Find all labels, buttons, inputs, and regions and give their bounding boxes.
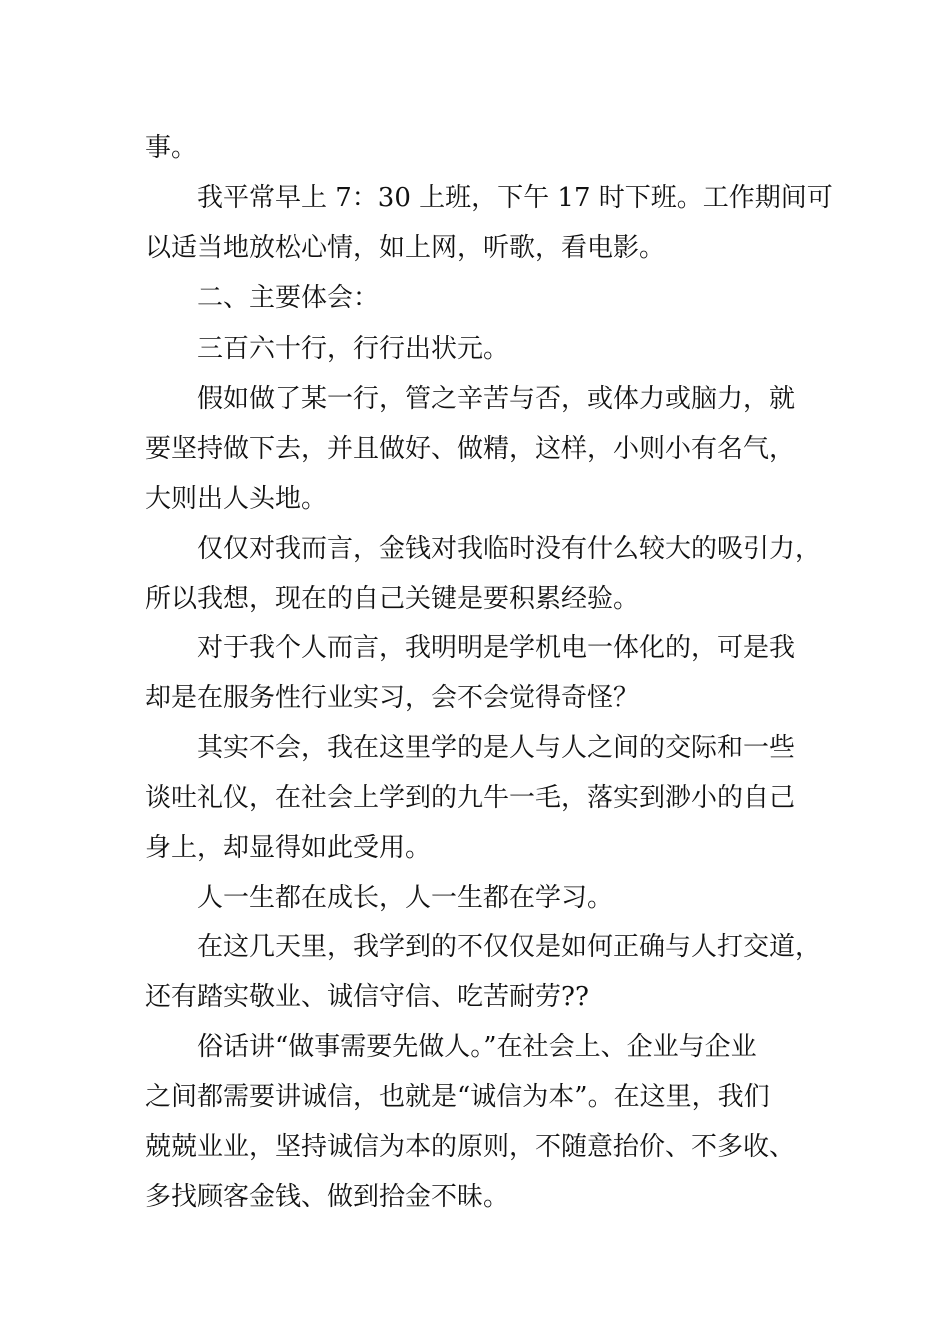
- text-line: 俗话讲“做事需要先做人。”在社会上、企业与企业: [197, 1032, 757, 1062]
- text-line: 我平常早上 7：30 上班，下午 17 时下班。工作期间可: [197, 183, 833, 213]
- text-line: 所以我想，现在的自己关键是要积累经验。: [145, 584, 640, 614]
- text-line: 在这几天里，我学到的不仅仅是如何正确与人打交道，: [197, 932, 822, 962]
- text-line: 大则出人头地。: [145, 484, 328, 514]
- text-line: 之间都需要讲诚信，也就是“诚信为本”。在这里，我们: [145, 1082, 770, 1112]
- text-line: 多找顾客金钱、做到拾金不昧。: [145, 1182, 510, 1212]
- text-line: 还有踏实敬业、诚信守信、吃苦耐劳??: [145, 982, 589, 1012]
- text-line: 假如做了某一行，管之辛苦与否，或体力或脑力，就: [197, 384, 796, 414]
- text-line: 要坚持做下去，并且做好、做精，这样，小则小有名气，: [145, 434, 796, 464]
- text-line: 身上，却显得如此受用。: [145, 833, 432, 863]
- text-line: 事。: [145, 133, 198, 163]
- text-line: 其实不会，我在这里学的是人与人之间的交际和一些: [197, 733, 796, 763]
- text-line: 却是在服务性行业实习，会不会觉得奇怪？: [145, 683, 640, 713]
- text-line: 兢兢业业，坚持诚信为本的原则，不随意抬价、不多收、: [145, 1132, 796, 1162]
- text-line: 人一生都在成长，人一生都在学习。: [197, 883, 614, 913]
- section-heading: 二、主要体会：: [197, 283, 380, 313]
- text-line: 仅仅对我而言，金钱对我临时没有什么较大的吸引力，: [197, 534, 822, 564]
- text-line: 对于我个人而言，我明明是学机电一体化的，可是我: [197, 633, 796, 663]
- text-line: 以适当地放松心情，如上网，听歌，看电影。: [145, 233, 666, 263]
- text-line: 谈吐礼仪，在社会上学到的九牛一毛，落实到渺小的自己: [145, 783, 796, 813]
- text-line: 三百六十行，行行出状元。: [197, 334, 510, 364]
